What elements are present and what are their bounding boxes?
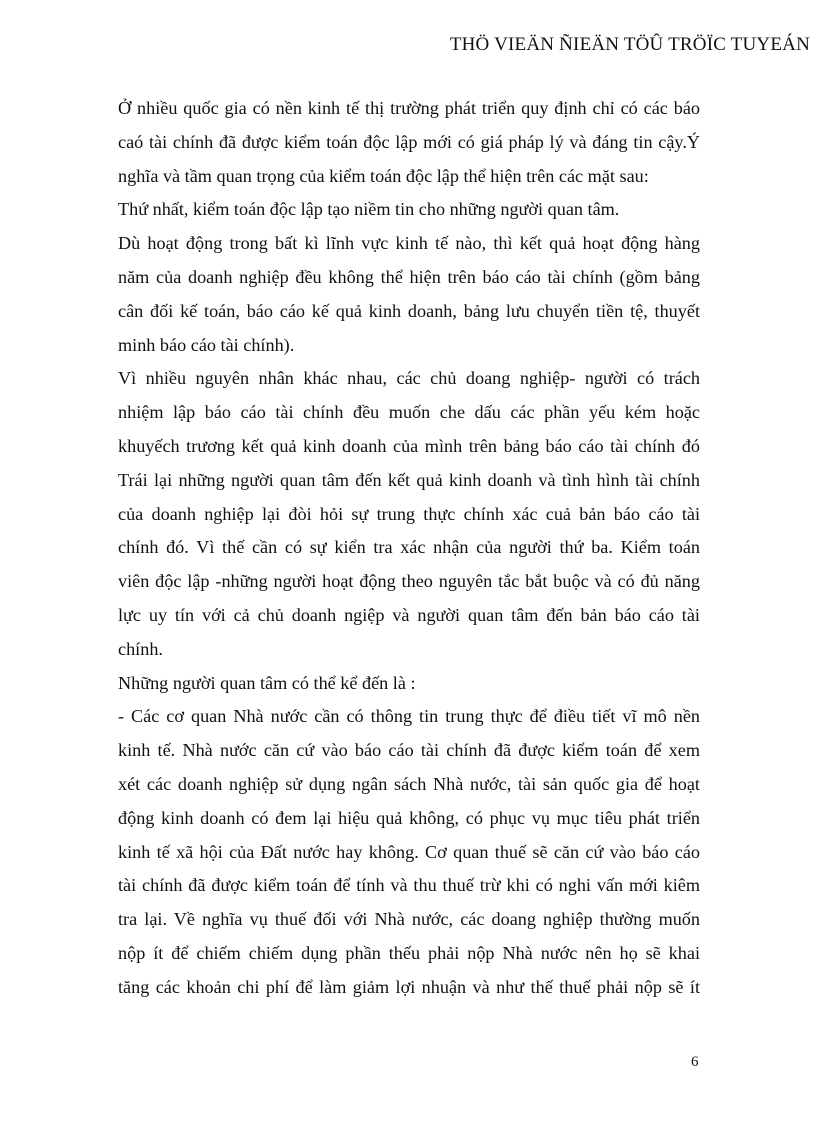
body-line: Ở nhiều quốc gia có nền kinh tế thị trường phát triển quy định chỉ có các báo bbox=[118, 98, 700, 118]
page-number: 6 bbox=[691, 1054, 699, 1070]
body-line: tăng các khoản chi phí để làm giảm lợi nhuận và như thế thuế phải nộp sẽ ít bbox=[118, 976, 700, 997]
body-line: lực uy tín với cả chủ doanh ngiệp và người quan tâm đến bản báo cáo tài bbox=[118, 604, 700, 625]
body-line: động kinh doanh có đem lại hiệu quả không, có phục vụ mục tiêu phát triển bbox=[118, 807, 700, 828]
body-line: nghĩa và tầm quan trọng của kiểm toán độc lập thể hiện trên các mặt sau: bbox=[118, 165, 649, 186]
body-line: tra lại. Về nghĩa vụ thuế đối với Nhà nước, các doang nghiệp thường muốn bbox=[118, 909, 700, 930]
body-line: Những người quan tâm có thể kể đến là : bbox=[118, 672, 416, 693]
body-line: của doanh nghiệp lại đòi hỏi sự trung thực chính xác cuả bản báo cáo tài bbox=[118, 503, 700, 524]
body-line: nhiệm lập báo cáo tài chính đều muốn che dấu các phần yếu kém hoặc bbox=[118, 402, 700, 423]
body-line: kinh tế. Nhà nước căn cứ vào báo cáo tài chính đã được kiểm toán để xem bbox=[118, 740, 700, 761]
body-line: viên độc lập -những người hoạt động theo nguyên tắc bắt buộc và có đủ năng bbox=[118, 571, 700, 592]
body-line: Thứ nhất, kiểm toán độc lập tạo niềm tin cho những người quan tâm. bbox=[118, 199, 620, 220]
body-line: năm của doanh nghiệp đều không thể hiện trên báo cáo tài chính (gồm bảng bbox=[118, 266, 700, 287]
body-line: kinh tế xã hội của Đất nước hay không. Cơ quan thuế sẽ căn cứ vào báo cáo bbox=[118, 841, 700, 862]
body-line: xét các doanh nghiệp sử dụng ngân sách Nhà nước, tài sản quốc gia để hoạt bbox=[118, 773, 700, 794]
body-line: khuyếch trương kết quả kinh doanh của mình trên bảng báo cáo tài chính đó bbox=[118, 435, 700, 456]
body-line: chính đó. Vì thế cần có sự kiển tra xác nhận của người thứ ba. Kiểm toán bbox=[118, 537, 700, 558]
body-line: nộp ít để chiếm chiếm dụng phần thếu phải nộp Nhà nước nên họ sẽ khai bbox=[118, 942, 700, 963]
body-line: Vì nhiều nguyên nhân khác nhau, các chủ doang nghiệp- người có trách bbox=[118, 368, 700, 389]
body-line: - Các cơ quan Nhà nước cần có thông tin trung thực để điều tiết vĩ mô nền bbox=[118, 706, 700, 727]
page-header-title: THÖ VIEÄN ÑIEÄN TÖÛ TRÖÏC TUYEÁN bbox=[449, 34, 810, 55]
document-body bbox=[118, 92, 700, 1005]
body-line: minh báo cáo tài chính). bbox=[118, 334, 295, 355]
body-line: chính. bbox=[118, 638, 163, 659]
body-line: cân đối kế toán, báo cáo kế quả kinh doanh, bảng lưu chuyển tiền tệ, thuyết bbox=[118, 300, 700, 321]
body-line: Dù hoạt động trong bất kì lĩnh vực kinh tế nào, thì kết quả hoạt động hàng bbox=[118, 233, 700, 254]
body-line: Trái lại những người quan tâm đến kết quả kinh doanh và tình hình tài chính bbox=[118, 469, 700, 490]
body-line: caó tài chính đã được kiểm toán độc lập mới có giá pháp lý và đáng tin cậy.Ý bbox=[118, 131, 700, 152]
body-line: tài chính đã được kiểm toán để tính và thu thuế trừ khi có nghi vấn mới kiêm bbox=[118, 875, 700, 896]
